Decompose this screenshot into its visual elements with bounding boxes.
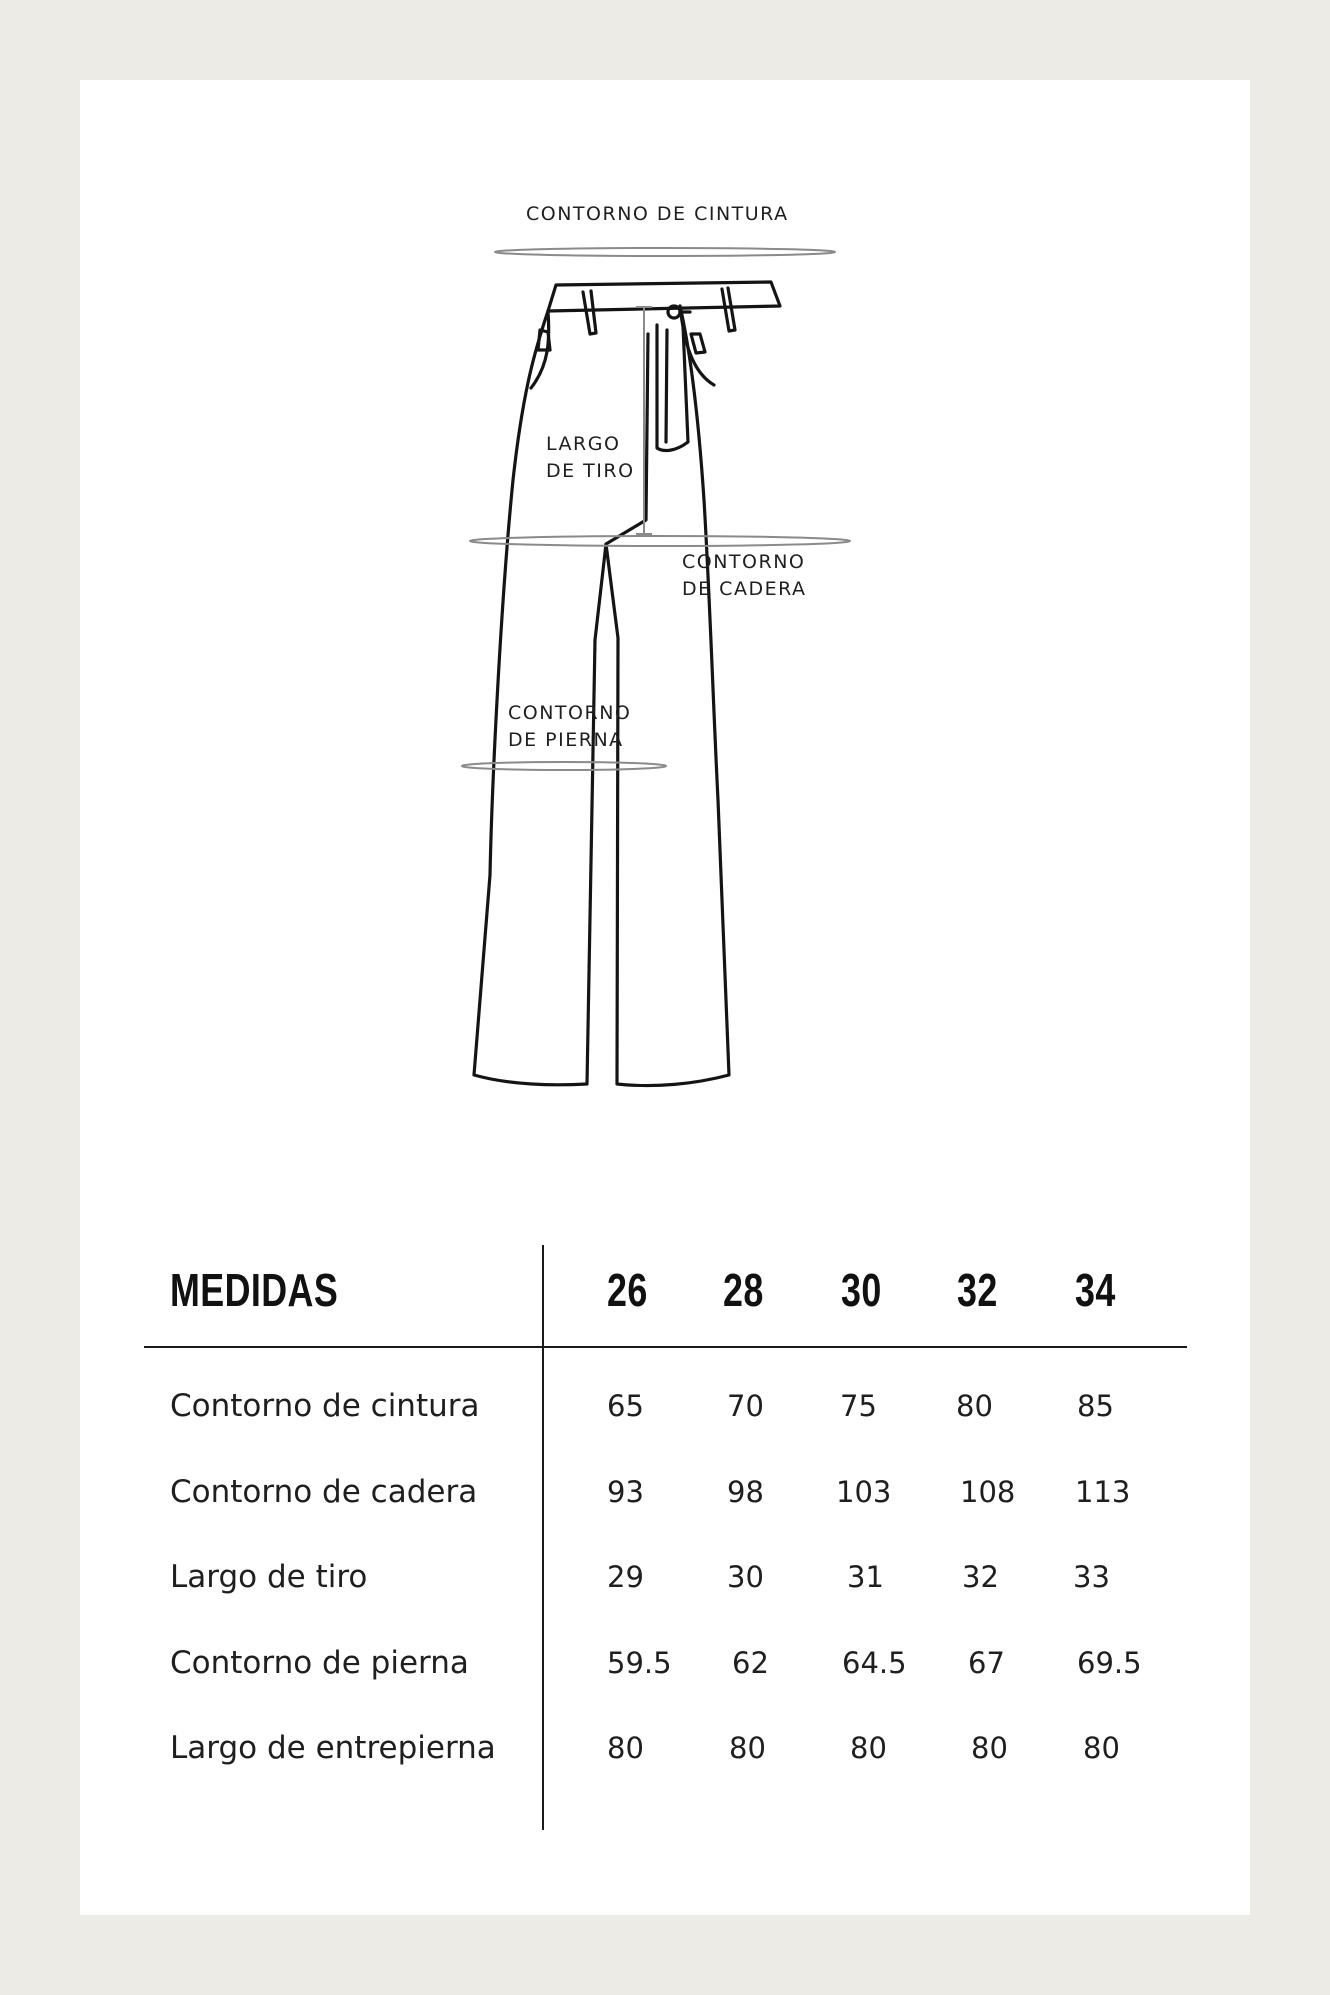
table-cell: 113	[1075, 1475, 1131, 1509]
table-cell: 65	[607, 1389, 644, 1423]
row-label-hip: Contorno de cadera	[170, 1474, 478, 1510]
table-cell: 80	[729, 1731, 766, 1765]
table-cell: 67	[968, 1646, 1005, 1680]
row-label-leg: Contorno de pierna	[170, 1645, 469, 1681]
table-cell: 108	[960, 1475, 1016, 1509]
table-cell: 85	[1077, 1389, 1114, 1423]
table-cell: 59.5	[607, 1646, 672, 1680]
table-cell: 80	[956, 1389, 993, 1423]
label-waist: CONTORNO DE CINTURA	[526, 203, 789, 225]
table-cell: 80	[971, 1731, 1008, 1765]
table-cell: 98	[727, 1475, 764, 1509]
row-label-rise: Largo de tiro	[170, 1559, 368, 1595]
table-cell: 75	[840, 1389, 877, 1423]
size-32-header: 32	[957, 1264, 998, 1316]
size-34-header: 34	[1075, 1264, 1116, 1316]
row-label-inseam: Largo de entrepierna	[170, 1730, 496, 1766]
table-cell: 103	[836, 1475, 892, 1509]
table-vertical-divider	[542, 1245, 544, 1830]
table-cell: 30	[727, 1560, 764, 1594]
table-cell: 32	[962, 1560, 999, 1594]
label-hip: CONTORNO DE CADERA	[682, 551, 807, 600]
label-leg: CONTORNO DE PIERNA	[508, 702, 632, 751]
size-28-header: 28	[723, 1264, 764, 1316]
size-chart-card	[80, 80, 1250, 1915]
size-26-header: 26	[607, 1264, 648, 1316]
table-cell: 31	[847, 1560, 884, 1594]
table-header-divider	[144, 1346, 1187, 1348]
table-title: MEDIDAS	[170, 1264, 339, 1316]
table-cell: 33	[1073, 1560, 1110, 1594]
row-label-waist: Contorno de cintura	[170, 1388, 480, 1424]
table-cell: 29	[607, 1560, 644, 1594]
table-cell: 80	[850, 1731, 887, 1765]
table-cell: 62	[732, 1646, 769, 1680]
table-cell: 69.5	[1077, 1646, 1142, 1680]
table-cell: 80	[607, 1731, 644, 1765]
label-rise: LARGO DE TIRO	[546, 433, 635, 482]
table-cell: 64.5	[842, 1646, 907, 1680]
table-cell: 93	[607, 1475, 644, 1509]
size-table	[80, 80, 1250, 1915]
table-cell: 80	[1083, 1731, 1120, 1765]
size-30-header: 30	[841, 1264, 882, 1316]
table-cell: 70	[727, 1389, 764, 1423]
